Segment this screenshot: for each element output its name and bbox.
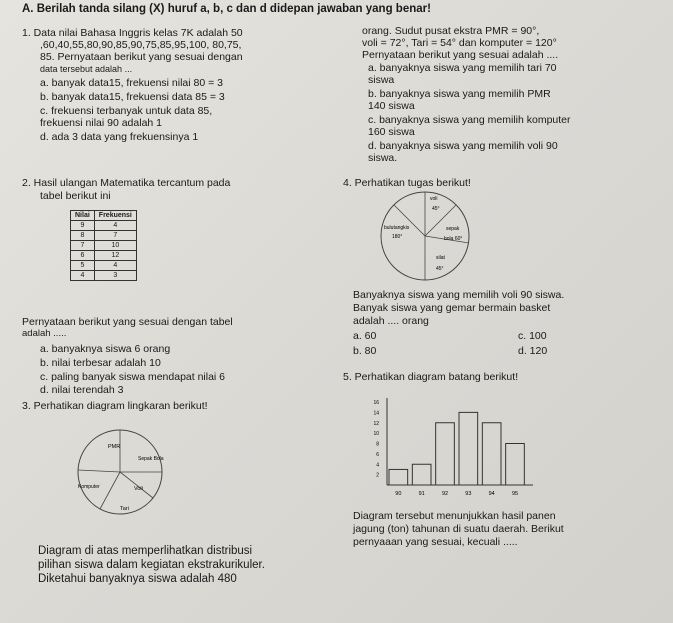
pie-label-pmr: PMR bbox=[108, 444, 121, 450]
table-cell: 12 bbox=[94, 251, 136, 261]
q4-option-c[interactable]: c. 100 bbox=[518, 330, 547, 342]
q3-option-d[interactable]: d. banyaknya siswa yang memilih voli 90 bbox=[368, 140, 558, 152]
q2-question-2: adalah ..... bbox=[22, 328, 67, 339]
q4-option-d[interactable]: d. 120 bbox=[518, 345, 548, 357]
q3-text-3: Diketahui banyaknya siswa adalah 480 bbox=[38, 573, 237, 585]
table-row bbox=[71, 221, 137, 231]
q3-cont-line-1: orang. Sudut pusat ekstra PMR = 90°, bbox=[362, 25, 540, 37]
pie-label-sepak: sepak bbox=[446, 226, 460, 232]
table-cell: 6 bbox=[71, 251, 95, 261]
q3-option-b[interactable]: b. banyaknya siswa yang memilih PMR bbox=[368, 88, 551, 100]
q3-option-c[interactable]: c. banyaknya siswa yang memilih komputer bbox=[368, 114, 571, 126]
x-tick-label: 94 bbox=[488, 491, 495, 497]
q2-line-2: tabel berikut ini bbox=[40, 190, 111, 202]
q3-option-c-cont: 160 siswa bbox=[368, 126, 415, 138]
table-cell: 4 bbox=[71, 271, 95, 281]
bar bbox=[506, 444, 525, 486]
q5-text-1: Diagram tersebut menunjukkan hasil panen bbox=[353, 510, 556, 522]
q3-line-1: 3. Perhatikan diagram lingkaran berikut! bbox=[22, 400, 208, 412]
y-tick-label: 2 bbox=[376, 472, 379, 479]
q5-bar-chart bbox=[355, 390, 565, 505]
q3-option-d-cont: siswa. bbox=[368, 152, 398, 164]
x-tick-label: 91 bbox=[418, 491, 425, 497]
pie-divider bbox=[120, 472, 153, 498]
table-row bbox=[71, 251, 137, 261]
table-cell: 9 bbox=[71, 221, 95, 231]
x-tick-label: 95 bbox=[511, 491, 519, 497]
table-cell: 10 bbox=[94, 241, 136, 251]
pie-label-silat: silat bbox=[436, 255, 445, 261]
pie-label-silat-angle: 45° bbox=[436, 266, 444, 272]
table-row bbox=[71, 231, 137, 241]
q2-option-a[interactable]: a. banyaknya siswa 6 orang bbox=[40, 343, 171, 355]
q3-text-2: pilihan siswa dalam kegiatan ekstrakurikuler. bbox=[38, 559, 265, 571]
pie-label-voli-angle: 45° bbox=[432, 206, 440, 212]
table-row bbox=[71, 261, 137, 271]
q3-option-a-cont: siswa bbox=[368, 74, 395, 86]
q3-option-b-cont: 140 siswa bbox=[368, 100, 415, 112]
pie-divider bbox=[100, 472, 120, 509]
q1-option-c-cont: frekuensi nilai 90 adalah 1 bbox=[40, 117, 163, 129]
table-cell: 3 bbox=[94, 271, 136, 281]
y-tick-label: 4 bbox=[376, 462, 379, 469]
q1-option-a[interactable]: a. banyak data15, frekuensi nilai 80 = 3 bbox=[40, 77, 224, 89]
table-row bbox=[71, 271, 137, 281]
bar bbox=[436, 423, 455, 485]
bar bbox=[459, 412, 478, 485]
q3-text-1: Diagram di atas memperlihatkan distribusi bbox=[38, 545, 253, 557]
q4-text-2: Banyak siswa yang gemar bermain basket bbox=[353, 302, 551, 314]
pie-label-komputer: Komputer bbox=[78, 484, 100, 490]
y-tick-label: 8 bbox=[376, 441, 379, 448]
q5-line-1: 5. Perhatikan diagram batang berikut! bbox=[343, 371, 519, 383]
q3-pie-chart bbox=[60, 420, 180, 520]
q2-question-1: Pernyataan berikut yang sesuai dengan tabel bbox=[22, 316, 233, 328]
y-tick-label: 14 bbox=[373, 410, 379, 417]
bar bbox=[389, 469, 408, 485]
table-cell: 4 bbox=[94, 221, 136, 231]
pie-label-sepak-bola-angle: bola 60° bbox=[444, 236, 463, 242]
q2-line-1: 2. Hasil ulangan Matematika tercantum pada bbox=[22, 177, 231, 189]
q3-cont-line-3: Pernyataan berikut yang sesuai adalah .... bbox=[362, 49, 559, 61]
y-tick-label: 10 bbox=[373, 431, 379, 438]
q5-text-2: jagung (ton) tahunan di suatu daerah. Berikut bbox=[353, 523, 564, 535]
bar bbox=[482, 423, 501, 485]
q4-option-a[interactable]: a. 60 bbox=[353, 330, 377, 342]
q1-option-b[interactable]: b. banyak data15, frekuensi data 85 = 3 bbox=[40, 91, 225, 103]
y-tick-label: 6 bbox=[376, 451, 379, 458]
x-tick-label: 90 bbox=[395, 491, 402, 497]
q4-text-3: adalah .... orang bbox=[353, 315, 429, 327]
q1-line-4: data tersebut adalah ... bbox=[40, 64, 133, 74]
x-tick-label: 93 bbox=[465, 491, 472, 497]
y-tick-label: 12 bbox=[373, 420, 379, 427]
pie-label-bulutangkis-angle: 180° bbox=[392, 234, 403, 240]
q1-line-3: 85. Pernyataan berikut yang sesuai dengan bbox=[40, 51, 243, 63]
pie-divider bbox=[78, 470, 120, 472]
x-tick-label: 92 bbox=[441, 491, 449, 497]
pie-label-bulutangkis: bulutangkis bbox=[384, 225, 410, 231]
frequency-table bbox=[70, 210, 137, 281]
table-cell: 7 bbox=[94, 231, 136, 241]
q3-cont-line-2: voli = 72°, Tari = 54° dan komputer = 120° bbox=[362, 37, 557, 49]
table-row bbox=[71, 241, 137, 251]
table-header: Nilai bbox=[71, 211, 95, 221]
pie-label-sepak-bola: Sepak Bola bbox=[138, 456, 164, 462]
table-cell: 5 bbox=[71, 261, 95, 271]
q2-option-d[interactable]: d. nilai terendah 3 bbox=[40, 384, 124, 396]
bar bbox=[412, 464, 431, 485]
pie-divider bbox=[394, 205, 425, 236]
q2-option-b[interactable]: b. nilai terbesar adalah 10 bbox=[40, 357, 161, 369]
q1-option-c[interactable]: c. frekuensi terbanyak untuk data 85, bbox=[40, 105, 213, 117]
q1-option-d[interactable]: d. ada 3 data yang frekuensinya 1 bbox=[40, 131, 199, 143]
pie-label-voli: Voli bbox=[134, 486, 143, 492]
q5-text-3: pernyaaan yang sesuai, kecuali ..... bbox=[353, 536, 518, 548]
q1-line-2: ,60,40,55,80,90,85,90,75,85,95,100, 80,75, bbox=[40, 39, 242, 51]
section-header: A. Berilah tanda silang (X) huruf a, b, c dan d didepan jawaban yang benar! bbox=[22, 3, 431, 15]
table-cell: 7 bbox=[71, 241, 95, 251]
pie-label-voli: voli bbox=[430, 196, 438, 202]
table-header: Frekuensi bbox=[94, 211, 136, 221]
table-cell: 4 bbox=[94, 261, 136, 271]
q4-pie-chart bbox=[370, 188, 480, 288]
q4-text-1: Banyaknya siswa yang memilih voli 90 siswa. bbox=[353, 289, 565, 301]
q1-line-1: 1. Data nilai Bahasa Inggris kelas 7K adalah 50 bbox=[22, 27, 243, 39]
y-tick-label: 16 bbox=[373, 400, 379, 406]
pie-label-tari: Tari bbox=[120, 506, 129, 512]
q4-line-1: 4. Perhatikan tugas berikut! bbox=[343, 177, 471, 189]
q2-option-c[interactable]: c. paling banyak siswa mendapat nilai 6 bbox=[40, 371, 226, 383]
q3-option-a[interactable]: a. banyaknya siswa yang memilih tari 70 bbox=[368, 62, 557, 74]
table-cell: 8 bbox=[71, 231, 95, 241]
q4-option-b[interactable]: b. 80 bbox=[353, 345, 377, 357]
